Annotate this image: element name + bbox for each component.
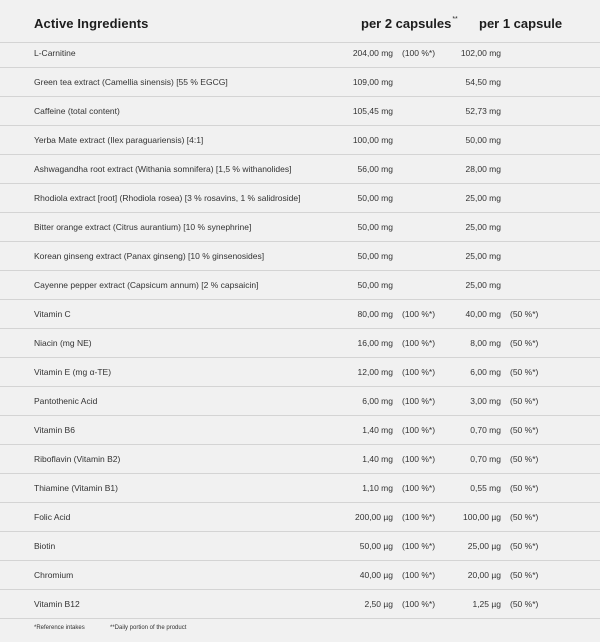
percent-per-1-capsule: (50 %*) — [510, 338, 539, 348]
table-row — [0, 561, 600, 590]
amount-per-2-capsules: 56,00 mg — [357, 164, 393, 174]
ingredient-name: Green tea extract (Camellia sinensis) [55 % EGCG] — [34, 77, 228, 87]
percent-per-1-capsule: (50 %*) — [510, 425, 539, 435]
percent-per-1-capsule: (50 %*) — [510, 454, 539, 464]
ingredient-name: Biotin — [34, 541, 56, 551]
table-row — [0, 387, 600, 416]
amount-per-2-capsules: 50,00 mg — [357, 222, 393, 232]
table-row — [0, 590, 600, 619]
amount-per-2-capsules: 105,45 mg — [352, 106, 393, 116]
amount-per-2-capsules: 50,00 mg — [357, 251, 393, 261]
ingredient-name: Vitamin B6 — [34, 425, 75, 435]
percent-per-2-capsules: (100 %*) — [402, 512, 436, 522]
percent-per-2-capsules: (100 %*) — [402, 367, 436, 377]
table-row — [0, 39, 600, 68]
table-row — [0, 503, 600, 532]
reference-intakes-note: *Reference intakes — [34, 625, 85, 631]
amount-per-2-capsules: 100,00 mg — [352, 135, 393, 145]
amount-per-2-capsules: 50,00 µg — [359, 541, 393, 551]
amount-per-1-capsule: 102,00 mg — [460, 48, 501, 58]
amount-per-2-capsules: 2,50 µg — [364, 599, 393, 609]
percent-per-2-capsules: (100 %*) — [402, 309, 436, 319]
table-row — [0, 532, 600, 561]
amount-per-1-capsule: 25,00 mg — [465, 222, 501, 232]
amount-per-2-capsules: 204,00 mg — [352, 48, 393, 58]
percent-per-2-capsules: (100 %*) — [402, 338, 436, 348]
percent-per-2-capsules: (100 %*) — [402, 396, 436, 406]
percent-per-1-capsule: (50 %*) — [510, 367, 539, 377]
header-per-2-capsules — [361, 16, 458, 31]
amount-per-2-capsules: 109,00 mg — [352, 77, 393, 87]
header-per-1-capsule: per 1 capsule — [479, 16, 563, 31]
table-row — [0, 358, 600, 387]
amount-per-1-capsule: 3,00 mg — [470, 396, 501, 406]
table-row — [0, 68, 600, 97]
amount-per-2-capsules: 1,40 mg — [362, 454, 393, 464]
amount-per-2-capsules: 50,00 mg — [357, 193, 393, 203]
table-footer — [0, 620, 600, 642]
amount-per-1-capsule: 54,50 mg — [465, 77, 501, 87]
table-row — [0, 271, 600, 300]
table-row — [0, 329, 600, 358]
amount-per-2-capsules: 80,00 mg — [357, 309, 393, 319]
amount-per-1-capsule: 8,00 mg — [470, 338, 501, 348]
amount-per-1-capsule: 50,00 mg — [465, 135, 501, 145]
table-row — [0, 474, 600, 503]
ingredient-name: Chromium — [34, 570, 74, 580]
amount-per-2-capsules: 200,00 µg — [355, 512, 393, 522]
ingredient-name: Rhodiola extract [root] (Rhodiola rosea) [3 % rosavins, 1 % salidroside] — [34, 193, 301, 203]
ingredient-name: Niacin (mg NE) — [34, 338, 92, 348]
table-row — [0, 155, 600, 184]
ingredient-name: Caffeine (total content) — [34, 106, 120, 116]
amount-per-2-capsules: 40,00 µg — [359, 570, 393, 580]
percent-per-1-capsule: (50 %*) — [510, 309, 539, 319]
percent-per-2-capsules: (100 %*) — [402, 425, 436, 435]
ingredient-name: Yerba Mate extract (Ilex paraguariensis) [4:1] — [34, 135, 204, 145]
percent-per-1-capsule: (50 %*) — [510, 541, 539, 551]
ingredient-name: Pantothenic Acid — [34, 396, 98, 406]
amount-per-1-capsule: 0,70 mg — [470, 454, 501, 464]
ingredient-name: Folic Acid — [34, 512, 71, 522]
amount-per-1-capsule: 25,00 mg — [465, 251, 501, 261]
amount-per-1-capsule: 100,00 µg — [463, 512, 501, 522]
ingredient-name: Riboflavin (Vitamin B2) — [34, 454, 121, 464]
ingredient-name: Thiamine (Vitamin B1) — [34, 483, 118, 493]
ingredient-name: Cayenne pepper extract (Capsicum annum) [2 % capsaicin] — [34, 280, 259, 290]
header-per-2-capsules-label: per 2 capsules — [361, 16, 452, 31]
amount-per-1-capsule: 20,00 µg — [467, 570, 501, 580]
percent-per-1-capsule: (50 %*) — [510, 570, 539, 580]
amount-per-2-capsules: 6,00 mg — [362, 396, 393, 406]
amount-per-2-capsules: 1,10 mg — [362, 483, 393, 493]
amount-per-2-capsules: 1,40 mg — [362, 425, 393, 435]
percent-per-2-capsules: (100 %*) — [402, 541, 436, 551]
amount-per-1-capsule: 25,00 mg — [465, 280, 501, 290]
percent-per-2-capsules: (100 %*) — [402, 599, 436, 609]
ingredient-name: Vitamin E (mg α-TE) — [34, 367, 112, 377]
percent-per-2-capsules: (100 %*) — [402, 48, 436, 58]
percent-per-2-capsules: (100 %*) — [402, 454, 436, 464]
table-row — [0, 445, 600, 474]
daily-portion-note: **Daily portion of the product — [110, 625, 187, 631]
table-header — [0, 0, 600, 43]
table-row — [0, 97, 600, 126]
amount-per-1-capsule: 1,25 µg — [472, 599, 501, 609]
percent-per-1-capsule: (50 %*) — [510, 599, 539, 609]
ingredient-name: Vitamin C — [34, 309, 71, 319]
table-row — [0, 213, 600, 242]
percent-per-1-capsule: (50 %*) — [510, 396, 539, 406]
daily-portion-mark: ** — [452, 16, 458, 23]
percent-per-2-capsules: (100 %*) — [402, 570, 436, 580]
percent-per-2-capsules: (100 %*) — [402, 483, 436, 493]
table-row — [0, 184, 600, 213]
amount-per-1-capsule: 40,00 mg — [465, 309, 501, 319]
ingredient-name: Bitter orange extract (Citrus aurantium) [10 % synephrine] — [34, 222, 252, 232]
table-row — [0, 300, 600, 329]
amount-per-2-capsules: 50,00 mg — [357, 280, 393, 290]
amount-per-2-capsules: 12,00 mg — [357, 367, 393, 377]
percent-per-1-capsule: (50 %*) — [510, 483, 539, 493]
table-row — [0, 416, 600, 445]
ingredient-name: Korean ginseng extract (Panax ginseng) [10 % ginsenosides] — [34, 251, 265, 261]
amount-per-1-capsule: 0,70 mg — [470, 425, 501, 435]
amount-per-1-capsule: 25,00 mg — [465, 193, 501, 203]
ingredient-name: Ashwagandha root extract (Withania somnifera) [1,5 % withanolides] — [34, 164, 292, 174]
header-active-ingredients: Active Ingredients — [34, 16, 149, 31]
amount-per-1-capsule: 6,00 mg — [470, 367, 501, 377]
amount-per-1-capsule: 52,73 mg — [465, 106, 501, 116]
ingredient-rows — [0, 39, 600, 619]
table-row — [0, 242, 600, 271]
amount-per-1-capsule: 0,55 mg — [470, 483, 501, 493]
ingredient-name: L-Carnitine — [34, 48, 76, 58]
ingredient-name: Vitamin B12 — [34, 599, 80, 609]
table-row — [0, 126, 600, 155]
amount-per-1-capsule: 28,00 mg — [465, 164, 501, 174]
amount-per-2-capsules: 16,00 mg — [357, 338, 393, 348]
percent-per-1-capsule: (50 %*) — [510, 512, 539, 522]
amount-per-1-capsule: 25,00 µg — [467, 541, 501, 551]
